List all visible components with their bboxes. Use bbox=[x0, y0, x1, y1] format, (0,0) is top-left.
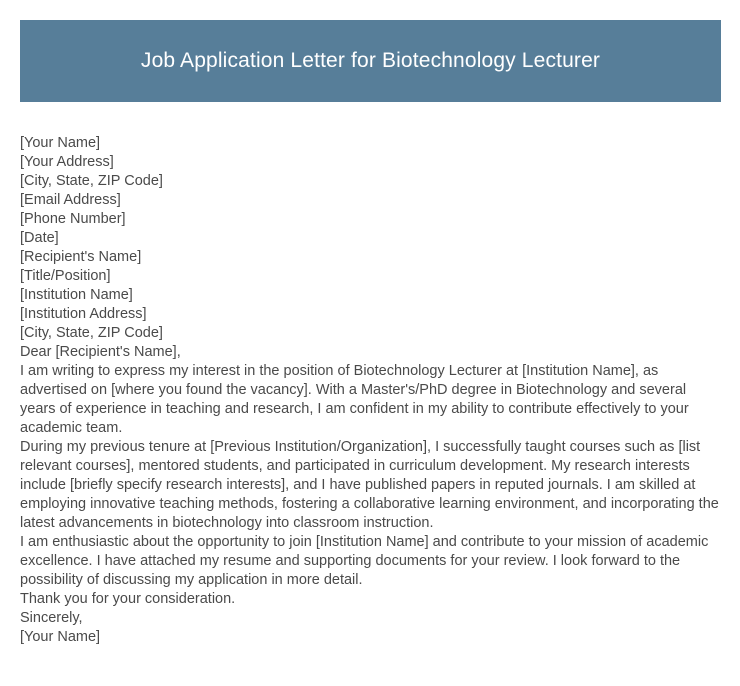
sender-line-date: [Date] bbox=[20, 230, 59, 246]
sender-address-block bbox=[20, 134, 720, 248]
sender-line-name: [Your Name] bbox=[20, 135, 101, 151]
sender-line-phone: [Phone Number] bbox=[20, 211, 126, 227]
closing-line: Sincerely, bbox=[20, 610, 83, 626]
letter-paragraphs bbox=[20, 362, 720, 590]
body-paragraph-1: I am writing to express my interest in the position of Biotechnology Lecturer at [Institution Name], as advertised on [where you found the vacancy]. With a Master's/PhD degree in Biotechnology and several years of experience in teaching and research, I am confident in my ability to contribute effectively to your academic team. bbox=[20, 363, 689, 436]
body-paragraph-3: I am enthusiastic about the opportunity to join [Institution Name] and contribute to your mission of academic excellence. I have attached my resume and supporting documents for your review. I look forward to the possibility of discussing my application in more detail. bbox=[20, 534, 709, 588]
recipient-address-block bbox=[20, 248, 720, 343]
salutation: Dear [Recipient's Name], bbox=[20, 344, 181, 360]
recipient-line-institution: [Institution Name] bbox=[20, 287, 133, 303]
recipient-line-title: [Title/Position] bbox=[20, 268, 111, 284]
page-title: Job Application Letter for Biotechnology Lecturer bbox=[140, 49, 601, 73]
document-header-banner bbox=[20, 20, 721, 102]
body-paragraph-2: During my previous tenure at [Previous Institution/Organization], I successfully taught courses such as [list relevant courses], mentored students, and participated in curriculum development. My research interests include [briefly specify research interests], and I have published papers in reputed journals. I am skilled at employing innovative teaching methods, fostering a collaborative learning environment, and incorporating the latest advancements in biotechnology into classroom instruction. bbox=[20, 439, 719, 531]
thank-you-line: Thank you for your consideration. bbox=[20, 591, 236, 607]
letter-closing-block bbox=[20, 590, 720, 647]
sender-line-city-state-zip: [City, State, ZIP Code] bbox=[20, 173, 163, 189]
recipient-line-city-state-zip: [City, State, ZIP Code] bbox=[20, 325, 163, 341]
signature-line: [Your Name] bbox=[20, 629, 101, 645]
letter-body bbox=[20, 134, 720, 647]
recipient-line-institution-address: [Institution Address] bbox=[20, 306, 147, 322]
sender-line-address: [Your Address] bbox=[20, 154, 114, 170]
recipient-line-name: [Recipient's Name] bbox=[20, 249, 142, 265]
sender-line-email: [Email Address] bbox=[20, 192, 121, 208]
